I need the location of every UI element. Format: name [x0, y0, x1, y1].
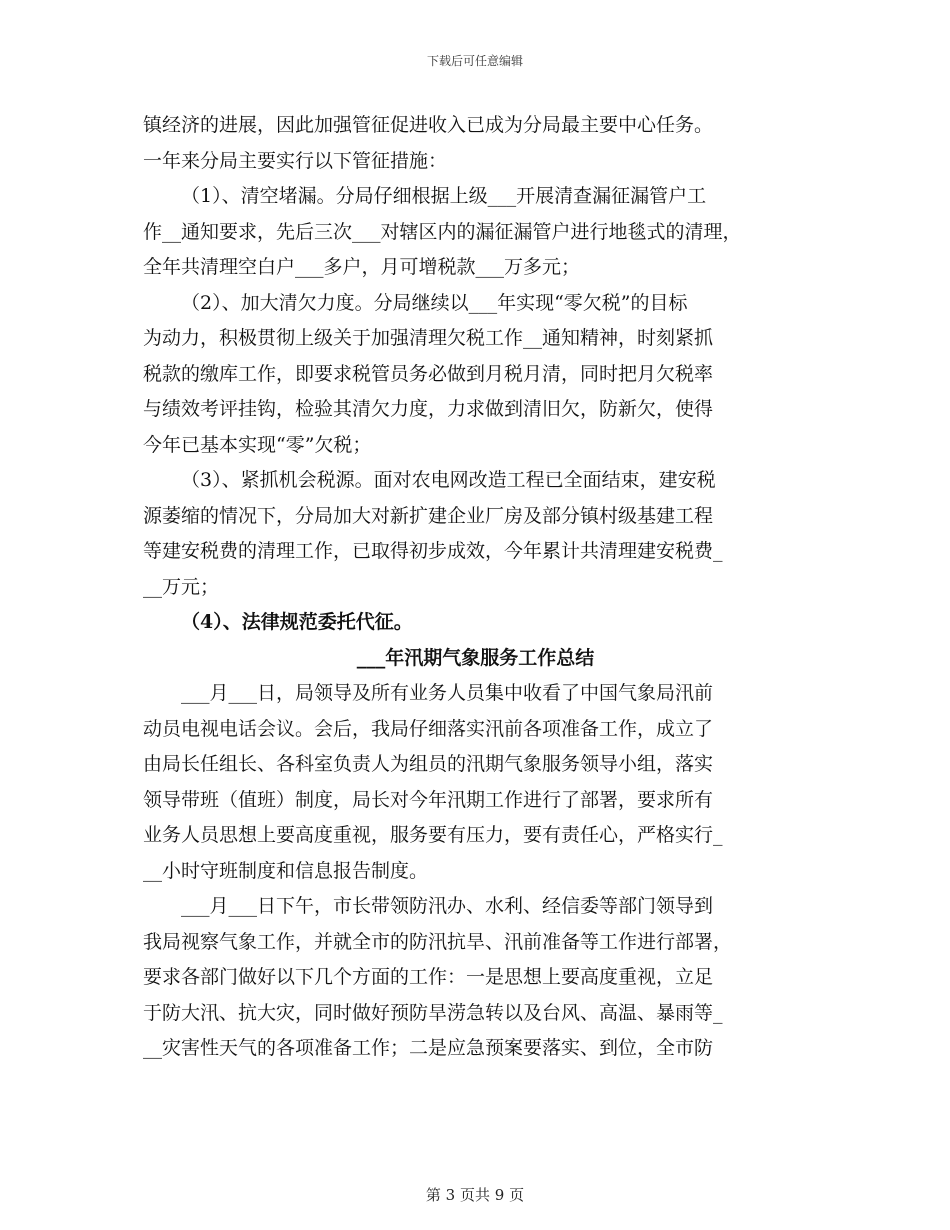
text-line: 今年已基本实现“零”欠税； — [143, 433, 372, 456]
document-body — [143, 108, 808, 1067]
text-line: 作__通知要求，先后三次___对辖区内的漏征漏管户进行地毯式的清理， — [143, 220, 742, 243]
text-line: __小时守班制度和信息报告制度。 — [143, 859, 429, 882]
text-line: （3）、紧抓机会税源。面对农电网改造工程已全面结束，建安税 — [181, 469, 716, 491]
text-line: （1）、清空堵漏。分局仔细根据上级___开展清查漏征漏管户工 — [181, 185, 707, 207]
text-line: 我局视察气象工作，并就全市的防汛抗旱、汛前准备等工作进行部署， — [143, 930, 733, 953]
text-line: 全年共清理空白户___多户，月可增税款___万多元； — [143, 256, 581, 278]
text-line: ___月___日下午，市长带领防汛办、水利、经信委等部门领导到 — [181, 895, 714, 917]
text-line: 为动力，积极贯彻上级关于加强清理欠税工作__通知精神，时刻紧抓 — [143, 327, 714, 349]
text-line: 动员电视电话会议。会后，我局仔细落实汛前各项准备工作，成立了 — [143, 717, 714, 740]
text-line: 一年来分局主要实行以下管征措施： — [143, 149, 448, 172]
page-footer: 第 3 页共 9 页 — [425, 1186, 525, 1204]
text-line: __灾害性天气的各项准备工作；二是应急预案要落实、到位，全市防 — [143, 1037, 714, 1059]
text-line: 要求各部门做好以下几个方面的工作：一是思想上要高度重视，立足 — [143, 966, 714, 988]
text-line: 镇经济的进展，因此加强管征促进收入已成为分局最主要中心任务。 — [143, 114, 714, 136]
text-line: 由局长任组长、各科室负责人为组员的汛期气象服务领导小组，落实 — [143, 753, 714, 775]
text-line: （4）、法律规范委托代征。 — [181, 611, 413, 633]
text-line: 源萎缩的情况下，分局加大对新扩建企业厂房及部分镇村级基建工程 — [143, 504, 714, 527]
text-line: 于防大汛、抗大灾，同时做好预防旱涝急转以及台风、高温、暴雨等_ — [143, 1001, 723, 1024]
text-line: 税款的缴库工作，即要求税管员务必做到月税月清，同时把月欠税率 — [143, 362, 714, 385]
text-line: 领导带班（值班）制度，局长对今年汛期工作进行了部署，要求所有 — [143, 788, 714, 811]
text-line: 等建安税费的清理工作，已取得初步成效，今年累计共清理建安税费_ — [143, 540, 723, 562]
page-header: 下载后可任意编辑 — [426, 54, 523, 68]
text-line: ___月___日，局领导及所有业务人员集中收看了中国气象局汛前 — [181, 682, 714, 704]
text-line: （2）、加大清欠力度。分局继续以___年实现“零欠税”的目标 — [181, 291, 688, 314]
text-line: 业务人员思想上要高度重视，服务要有压力，要有责任心，严格实行_ — [143, 824, 723, 846]
text-line: __万元； — [143, 575, 220, 598]
section-title: ___年汛期气象服务工作总结 — [356, 646, 595, 669]
text-line: 与绩效考评挂钩，检验其清欠力度，力求做到清旧欠，防新欠，使得 — [143, 398, 714, 420]
